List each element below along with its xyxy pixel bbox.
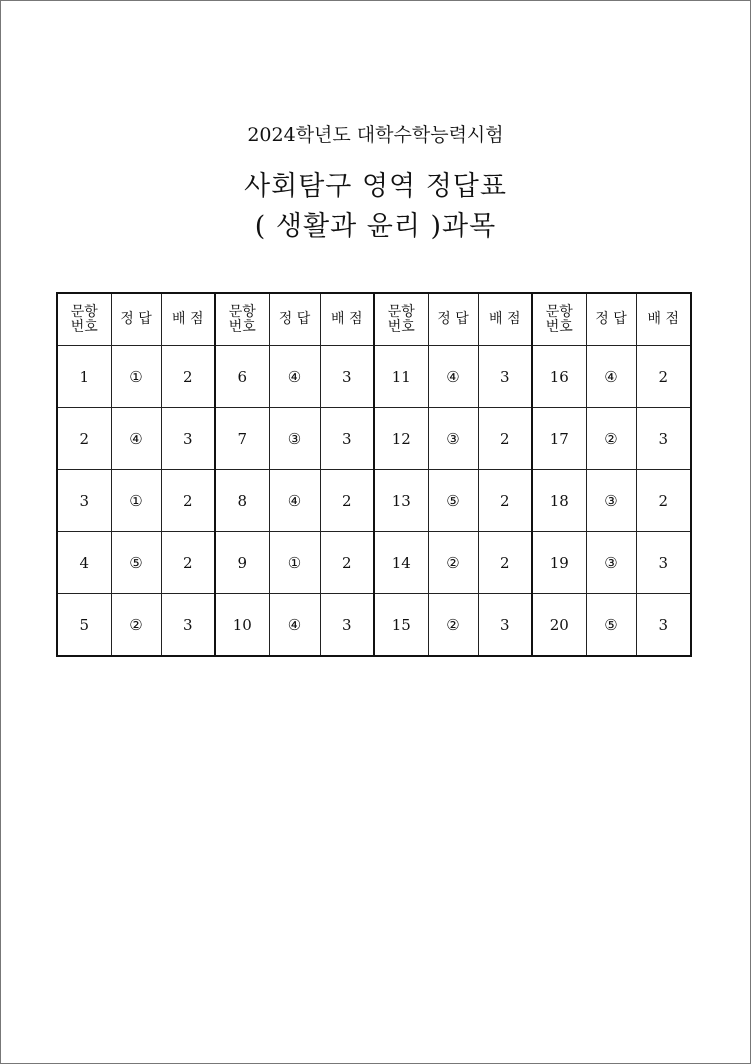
score-cell: 3	[636, 408, 691, 470]
score-cell: 2	[161, 532, 215, 594]
question-number-cell: 17	[532, 408, 586, 470]
score-cell: 2	[161, 470, 215, 532]
answer-header: 정 답	[586, 293, 636, 346]
score-cell: 3	[320, 408, 374, 470]
answer-cell: ③	[586, 532, 636, 594]
question-number-cell: 16	[532, 346, 586, 408]
answer-cell: ②	[111, 594, 161, 657]
score-cell: 3	[478, 594, 532, 657]
table-row	[57, 470, 691, 532]
answer-cell: ③	[428, 408, 478, 470]
question-number-header: 문항 번호	[215, 293, 269, 346]
score-cell: 3	[636, 594, 691, 657]
answer-cell: ③	[269, 408, 320, 470]
answer-cell: ⑤	[111, 532, 161, 594]
question-number-header: 문항 번호	[532, 293, 586, 346]
subject-title: ( 생활과 윤리 )과목	[254, 211, 497, 242]
score-header: 배 점	[320, 293, 374, 346]
question-number-cell: 5	[57, 594, 111, 657]
score-cell: 2	[161, 346, 215, 408]
question-number-cell: 19	[532, 532, 586, 594]
score-cell: 3	[636, 532, 691, 594]
question-number-cell: 4	[57, 532, 111, 594]
question-number-cell: 8	[215, 470, 269, 532]
question-number-cell: 11	[374, 346, 428, 408]
answer-cell: ②	[586, 408, 636, 470]
score-cell: 2	[636, 470, 691, 532]
question-number-cell: 18	[532, 470, 586, 532]
score-cell: 2	[320, 532, 374, 594]
score-cell: 3	[161, 408, 215, 470]
header-row	[57, 293, 691, 346]
answer-cell: ④	[111, 408, 161, 470]
score-cell: 3	[320, 594, 374, 657]
score-header: 배 점	[636, 293, 691, 346]
score-cell: 2	[478, 470, 532, 532]
answer-cell: ①	[269, 532, 320, 594]
answer-cell: ④	[269, 346, 320, 408]
table-row	[57, 408, 691, 470]
answer-cell: ⑤	[586, 594, 636, 657]
answer-header: 정 답	[428, 293, 478, 346]
table-row	[57, 532, 691, 594]
score-cell: 2	[478, 532, 532, 594]
score-header: 배 점	[478, 293, 532, 346]
table-row	[57, 346, 691, 408]
section-title: 사회탐구 영역 정답표	[244, 171, 507, 202]
score-cell: 2	[636, 346, 691, 408]
table-row	[57, 594, 691, 657]
answer-header: 정 답	[269, 293, 320, 346]
score-cell: 2	[478, 408, 532, 470]
answer-key-table	[56, 292, 692, 657]
score-cell: 2	[320, 470, 374, 532]
question-number-cell: 6	[215, 346, 269, 408]
answer-cell: ②	[428, 594, 478, 657]
answer-cell: ①	[111, 470, 161, 532]
question-number-header: 문항 번호	[374, 293, 428, 346]
answer-cell: ④	[586, 346, 636, 408]
score-cell: 3	[478, 346, 532, 408]
question-number-cell: 1	[57, 346, 111, 408]
question-number-cell: 14	[374, 532, 428, 594]
question-number-header: 문항 번호	[57, 293, 111, 346]
score-cell: 3	[320, 346, 374, 408]
answer-header: 정 답	[111, 293, 161, 346]
score-cell: 3	[161, 594, 215, 657]
answer-cell: ②	[428, 532, 478, 594]
question-number-cell: 20	[532, 594, 586, 657]
question-number-cell: 2	[57, 408, 111, 470]
question-number-cell: 13	[374, 470, 428, 532]
score-header: 배 점	[161, 293, 215, 346]
question-number-cell: 9	[215, 532, 269, 594]
answer-cell: ④	[269, 594, 320, 657]
question-number-cell: 15	[374, 594, 428, 657]
answer-cell: ⑤	[428, 470, 478, 532]
question-number-cell: 12	[374, 408, 428, 470]
answer-cell: ④	[269, 470, 320, 532]
answer-cell: ③	[586, 470, 636, 532]
question-number-cell: 3	[57, 470, 111, 532]
question-number-cell: 7	[215, 408, 269, 470]
exam-year-title: 2024학년도 대학수학능력시험	[247, 124, 504, 146]
question-number-cell: 10	[215, 594, 269, 657]
answer-cell: ④	[428, 346, 478, 408]
answer-cell: ①	[111, 346, 161, 408]
